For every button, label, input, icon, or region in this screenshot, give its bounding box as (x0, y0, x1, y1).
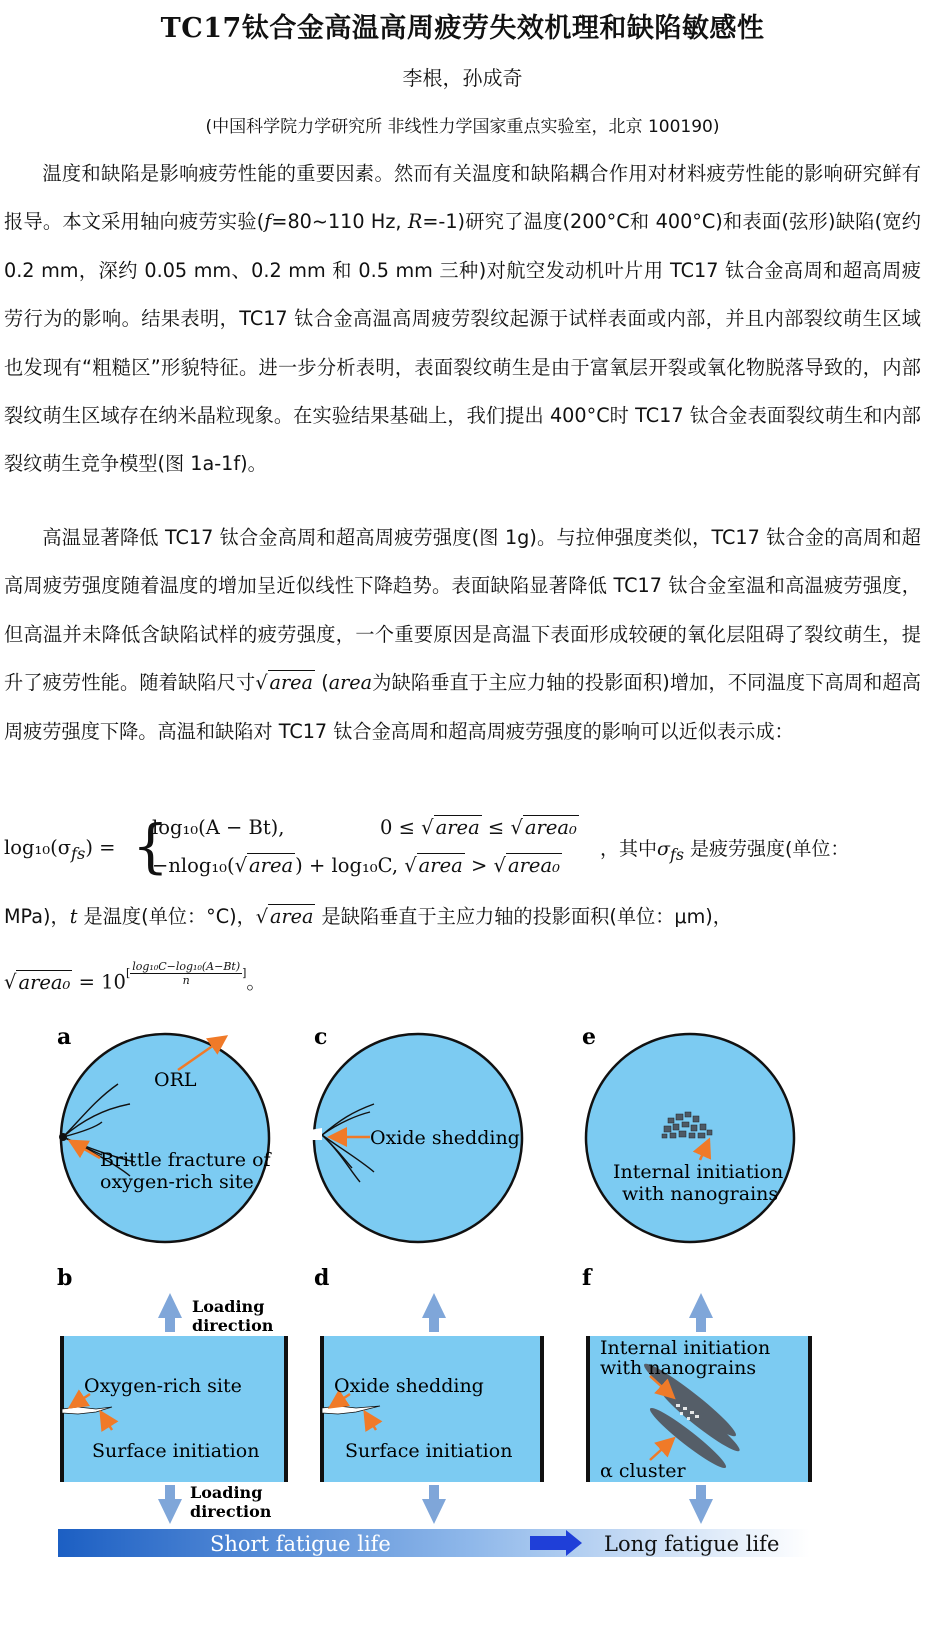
label-loading-bottom-1: Loading (190, 1483, 263, 1502)
panel-a-cross-section (59, 1034, 273, 1242)
affiliation: (中国科学院力学研究所 非线性力学国家重点实验室，北京 100190) (205, 117, 720, 137)
paragraph-1: 温度和缺陷是影响疲劳性能的重要因素。然而有关温度和缺陷耦合作用对材料疲劳性能的影响研究鲜有报导。本文采用轴向疲劳实验(f=80~110 Hz, R=-1)研究了温度(200°C和 400°C)和表面(弦形)缺陷(宽约 0.2 mm，深约 0.05 mm、0.2 mm 和 0.5 mm 三种)对航空发动机叶片用 TC17 钛合金高周和超高周疲劳行为的影响。结果表明，TC17 钛合金高温高周疲劳裂纹起源于试样表面或内部，并且内部裂纹萌生区域也发现有“粗糙区”形貌特征。进一步分析表明，表面裂纹萌生是由于富氧层开裂或氧化物脱落导致的，内部裂纹萌生区域存在纳米晶粒现象。在实验结果基础上，我们提出 400°C时 TC17 钛合金表面裂纹萌生和内部裂纹萌生竞争模型(图 1a-1f)。 (4, 162, 921, 476)
panel-label-b: b (57, 1265, 73, 1291)
label-internal-initiation-e-1: Internal initiation (613, 1161, 784, 1183)
page-title: TC17钛合金高温高周疲劳失效机理和缺陷敏感性 (160, 13, 765, 44)
panel-f-specimen (588, 1336, 810, 1482)
label-loading-top-2: direction (192, 1316, 274, 1335)
fatigue-life-bar (58, 1529, 810, 1557)
panel-e-cross-section (586, 1034, 794, 1242)
label-short-fatigue-life: Short fatigue life (210, 1532, 391, 1556)
fatigue-equation: $\log_{10}(\sigma_{fs})$ = { log₁₀(A − Bt), 0 ≤ √ area ≤ √ area₀ −nlog₁₀(√ area ) + log₁₀C, √ area > √ area₀ ，其中$\sigma_{fs}$ 是疲劳强度(单位： (4, 812, 850, 880)
label-orl: ORL (154, 1069, 197, 1091)
panel-label-e: e (582, 1024, 596, 1050)
label-internal-initiation-e-2: with nanograins (622, 1183, 779, 1205)
label-brittle-fracture-2: oxygen-rich site (100, 1171, 254, 1193)
label-oxygen-rich-site: Oxygen-rich site (84, 1375, 242, 1397)
panel-d-specimen (322, 1336, 542, 1482)
label-oxide-shedding-c: Oxide shedding (370, 1127, 520, 1149)
variable-definitions: MPa)，t 是温度(单位：°C)，√ area 是缺陷垂直于主应力轴的投影面积(单位：μm)， (4, 905, 732, 928)
label-brittle-fracture-1: Brittle fracture of (100, 1149, 271, 1171)
equation-case-1: log₁₀(A − Bt), (152, 816, 285, 839)
label-surface-initiation-b: Surface initiation (92, 1440, 260, 1462)
label-long-fatigue-life: Long fatigue life (604, 1532, 780, 1556)
label-oxide-shedding-d: Oxide shedding (334, 1375, 484, 1397)
paragraph-2: 高温显著降低 TC17 钛合金高周和超高周疲劳强度(图 1g)。与拉伸强度类似，TC17 钛合金的高周和超高周疲劳强度随着温度的增加呈近似线性下降趋势。表面缺陷显著降低 TC17 钛合金室温和高温疲劳强度，但高温并未降低含缺陷试样的疲劳强度，一个重要原因是高温下表面形成较硬的氧化层阻碍了裂纹萌生，提升了疲劳性能。随着缺陷尺寸√ area (area为缺陷垂直于主应力轴的投影面积)增加，不同温度下高周和超高周疲劳强度下降。高温和缺陷对 TC17 钛合金高周和超高周疲劳强度的影响可以近似表示成： (4, 526, 921, 743)
label-loading-top-1: Loading (192, 1297, 265, 1316)
panel-label-f: f (582, 1265, 592, 1291)
equation-explanation: ，其中$\sigma_{fs}$ 是疲劳强度(单位： (600, 838, 850, 864)
panel-label-d: d (314, 1265, 330, 1291)
panel-b-specimen (62, 1336, 286, 1482)
label-internal-initiation-f-1: Internal initiation (600, 1337, 771, 1359)
area-symbol: area (328, 671, 373, 695)
equation-case-2: −nlog₁₀(√ area ) + log₁₀C, √ area > √ area₀ (152, 854, 560, 877)
label-internal-initiation-f-2: with nanograins (600, 1357, 757, 1379)
panel-label-a: a (57, 1024, 72, 1050)
authors: 李根，孙成奇 (402, 66, 523, 90)
equation-case-1-condition: 0 ≤ √ area ≤ √ area₀ (380, 816, 577, 839)
area0-definition: √ area₀ = 10[ $\frac{\text{log₁₀C−log₁₀(A−Bt)}}{n}$ ]。 (4, 960, 266, 994)
label-loading-bottom-2: direction (190, 1502, 272, 1521)
figure-1 (0, 1000, 925, 1632)
panel-label-c: c (314, 1024, 328, 1050)
panel-c-cross-section (310, 1034, 522, 1242)
label-surface-initiation-d: Surface initiation (345, 1440, 513, 1462)
label-alpha-cluster: α cluster (600, 1460, 686, 1482)
